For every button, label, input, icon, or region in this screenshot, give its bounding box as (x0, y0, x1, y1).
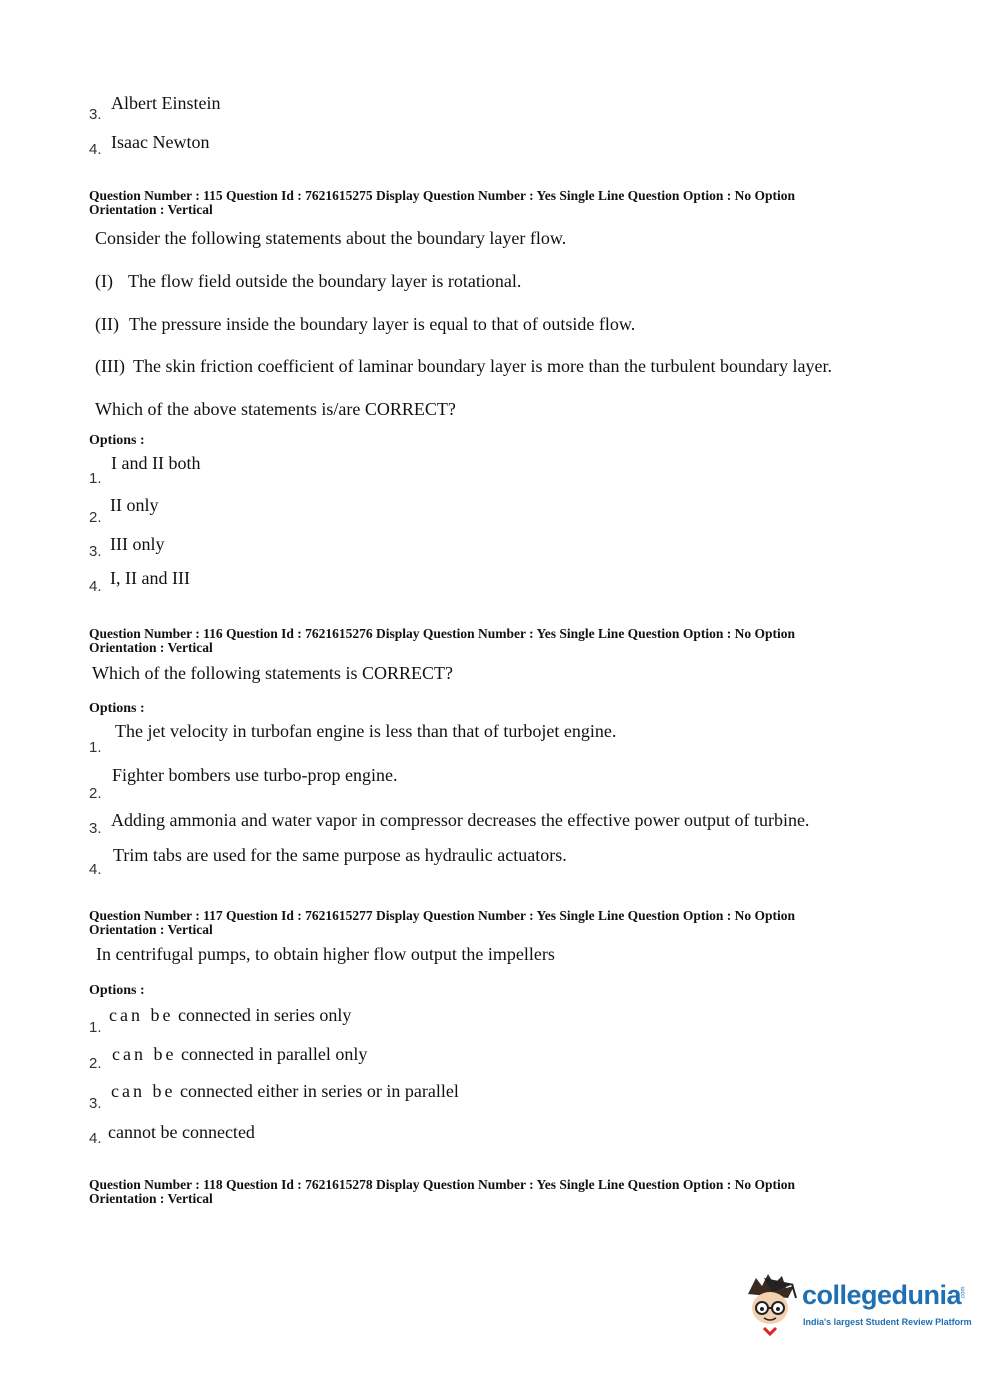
option-prefix: can be (111, 1081, 176, 1101)
option-number: 2. (89, 785, 102, 802)
question-prompt: Which of the above statements is/are CORRECT? (95, 399, 456, 419)
question-meta (89, 189, 869, 217)
question-meta-line: Question Number : 117 Question Id : 7621615277 Display Question Number : Yes Single Line Question Option : No Option (89, 908, 795, 923)
option-text: cannot be connected (108, 1122, 255, 1142)
question-meta-line: Question Number : 115 Question Id : 7621615275 Display Question Number : Yes Single Line Question Option : No Option (89, 188, 795, 203)
statement-text: The flow field outside the boundary layer is rotational. (128, 271, 522, 291)
option-text: Albert Einstein (111, 93, 221, 113)
question-meta (89, 627, 869, 655)
option-text: Isaac Newton (111, 132, 210, 152)
option-body: connected either in series or in parallel (179, 1081, 459, 1101)
option-text: II only (110, 495, 159, 515)
option-number: 3. (89, 1095, 102, 1112)
option-text (111, 1081, 459, 1102)
option-number: 4. (89, 861, 102, 878)
option-text: I and II both (111, 453, 201, 473)
option-suffix: only (319, 1005, 352, 1025)
options-label: Options : (89, 433, 145, 448)
options-label: Options : (89, 983, 145, 998)
option-text: III only (110, 534, 165, 554)
option-prefix: can be (109, 1005, 174, 1025)
question-meta-line: Orientation : Vertical (89, 640, 213, 655)
collegedunia-logo (742, 1272, 972, 1342)
option-number: 3. (89, 106, 102, 123)
option-number: 2. (89, 1055, 102, 1072)
option-number: 2. (89, 509, 102, 526)
brand-tagline: India's largest Student Review Platform (803, 1317, 972, 1327)
statement-label: (II) (95, 314, 119, 334)
option-number: 1. (89, 1019, 102, 1036)
option-prefix: can be (112, 1044, 177, 1064)
option-number: 1. (89, 739, 102, 756)
statement-text: The skin friction coefficient of laminar boundary layer is more than the turbulent boundary layer. (133, 356, 832, 376)
option-text: Fighter bombers use turbo-prop engine. (112, 765, 398, 785)
option-number: 4. (89, 1130, 102, 1147)
question-meta (89, 1178, 869, 1206)
option-number: 1. (89, 470, 102, 487)
option-text (112, 1044, 367, 1065)
question-meta-line: Orientation : Vertical (89, 922, 213, 937)
brand-suffix: .com (960, 1286, 967, 1300)
option-body: connected in parallel (180, 1044, 331, 1064)
question-meta-line: Orientation : Vertical (89, 1191, 213, 1206)
option-text: The jet velocity in turbofan engine is less than that of turbojet engine. (115, 721, 617, 741)
statement-label: (III) (95, 356, 125, 376)
option-number: 3. (89, 543, 102, 560)
question-text: Which of the following statements is CORRECT? (92, 663, 453, 683)
question-meta-line: Question Number : 118 Question Id : 7621615278 Display Question Number : Yes Single Line Question Option : No Option (89, 1177, 795, 1192)
option-number: 4. (89, 578, 102, 595)
question-text: In centrifugal pumps, to obtain higher flow output the impellers (96, 944, 555, 964)
brand-name: collegedunia (802, 1280, 962, 1310)
student-mascot-icon (742, 1272, 800, 1336)
option-number: 4. (89, 141, 102, 158)
option-text: Trim tabs are used for the same purpose as hydraulic actuators. (113, 845, 567, 865)
option-number: 3. (89, 820, 102, 837)
question-meta-line: Question Number : 116 Question Id : 7621615276 Display Question Number : Yes Single Line Question Option : No Option (89, 626, 795, 641)
statement-text: The pressure inside the boundary layer is equal to that of outside flow. (129, 314, 636, 334)
option-text: I, II and III (110, 568, 190, 588)
options-label: Options : (89, 701, 145, 716)
question-meta-line: Orientation : Vertical (89, 202, 213, 217)
question-meta (89, 909, 869, 937)
question-text: Consider the following statements about the boundary layer flow. (95, 228, 567, 248)
option-body: connected in series (177, 1005, 315, 1025)
option-text (109, 1005, 351, 1026)
option-suffix: only (335, 1044, 368, 1064)
option-text: Adding ammonia and water vapor in compressor decreases the effective power output of turbine. (111, 810, 810, 830)
statement-label: (I) (95, 271, 113, 291)
